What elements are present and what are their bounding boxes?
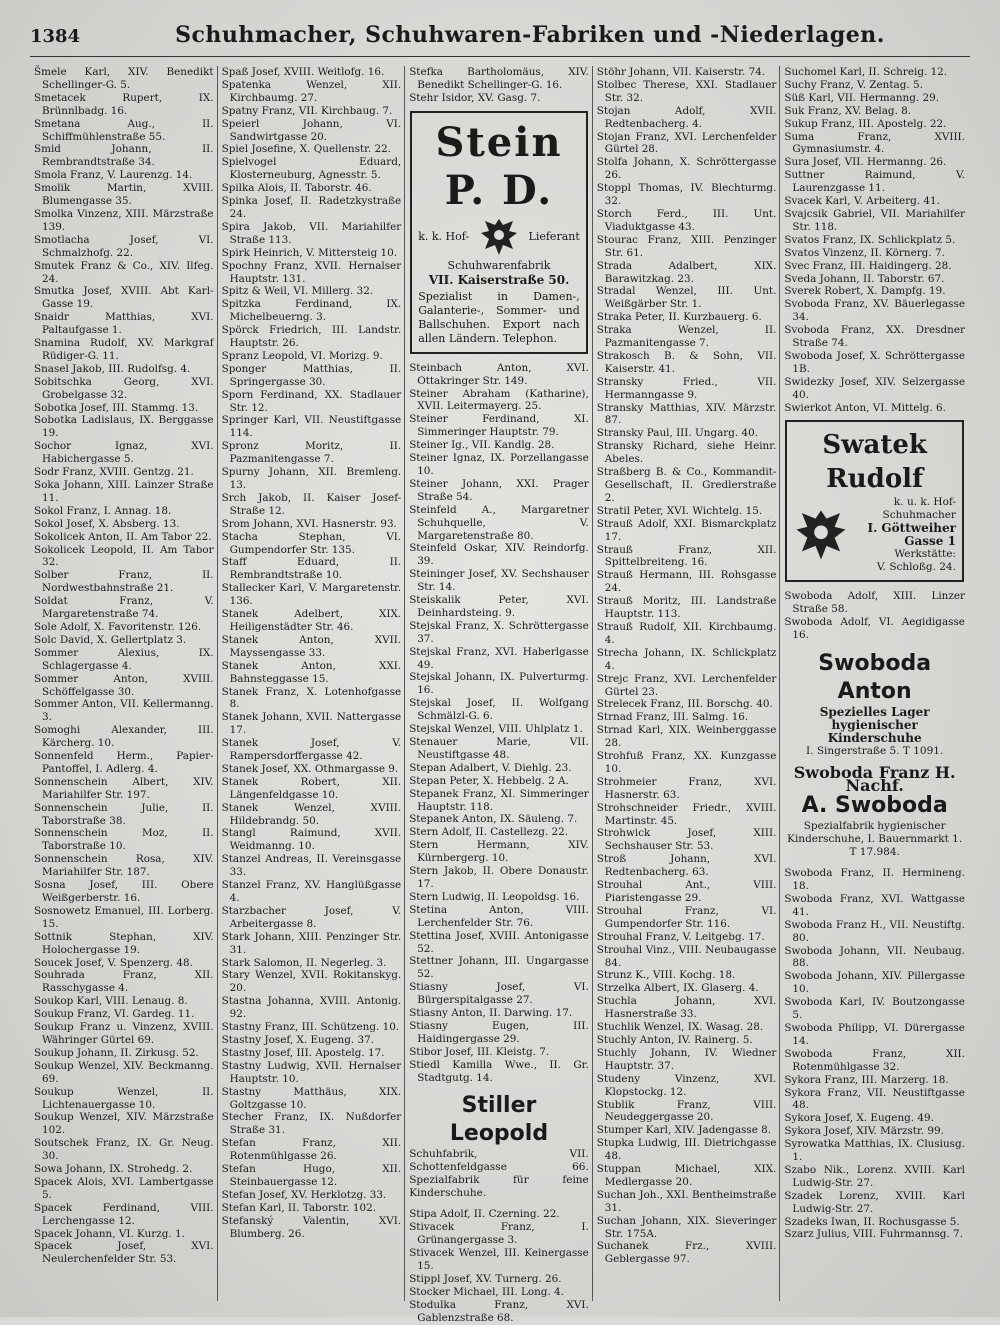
ad-swoboda-anton-sub1: Spezielles Lager — [819, 705, 930, 720]
directory-entry: Sykora Franz, VII. Neustiftgasse 48. — [784, 1086, 965, 1112]
directory-entry: Stiasny Josef, VI. Bürgerspitalgasse 27. — [409, 981, 589, 1007]
directory-entry: Sykora Josef, XIV. Märzstr. 99. — [784, 1125, 944, 1138]
directory-entry: Sommer Alexius, IX. Schlagergasse 4. — [34, 646, 214, 672]
directory-entry: Strelecek Franz, III. Borschg. 40. — [596, 698, 773, 711]
ad-swoboda-franz-name2: A. Swoboda — [801, 793, 948, 819]
directory-entry: Strauß Moritz, III. Landstraße Hauptstr. 113. — [596, 595, 777, 621]
directory-entry: Steininger Josef, XV. Sechshauser Str. 14. — [409, 568, 589, 594]
directory-entry: Spacek Alois, XVI. Lambertgasse 5. — [34, 1175, 214, 1201]
directory-entry: Smutek Franz & Co., XIV. Ilfeg. 24. — [34, 259, 214, 285]
directory-entry: Sukup Franz, III. Apostelg. 22. — [784, 117, 947, 130]
directory-entry: Staff Eduard, II. Rembrandtstraße 10. — [221, 556, 402, 582]
directory-entry: Soukup Franz u. Vinzenz, XVIII. Währinger Gürtel 69. — [34, 1021, 214, 1046]
directory-entry: Stark Johann, XIII. Penzinger Str. 31. — [221, 930, 402, 956]
column-4 — [593, 66, 781, 1301]
ad-stein-right: Lieferant — [528, 229, 580, 243]
directory-entry: Stuchla Johann, XVI. Hasnerstraße 33. — [596, 995, 777, 1021]
directory-entry: Srch Jakob, II. Kaiser Josef-Straße 12. — [221, 491, 402, 517]
ad-swoboda-anton — [784, 650, 965, 758]
directory-entry: Stefka Bartholomäus, XIV. Benedikt Schellinger-G. 16. — [409, 66, 589, 91]
directory-entry: Sobotka Ladislaus, IX. Berggasse 19. — [34, 414, 214, 440]
directory-entry: Speierl Johann, VI. Sandwirtgasse 20. — [221, 117, 402, 143]
directory-entry: Strunz K., VIII. Kochg. 18. — [596, 969, 736, 982]
directory-entry: Stepanek Franz, XI. Simmeringer Hauptstr. 118. — [409, 787, 589, 813]
directory-entry: Spielvogel Eduard, Klosterneuburg, Agnesstr. 5. — [221, 156, 402, 182]
directory-entry: Soldat Franz, V. Margaretenstraße 74. — [34, 595, 214, 621]
directory-entry: Sonnenschein Moz, II. Taborstraße 10. — [34, 827, 214, 853]
running-title: Schuhmacher, Schuhwaren-Fabriken und -Niederlagen. — [175, 22, 885, 48]
directory-entry: Steiner Ig., VII. Kandlg. 28. — [409, 439, 555, 452]
directory-entry: Spinka Josef, II. Radetzkystraße 24. — [221, 195, 402, 220]
page-number: 1384 — [30, 26, 81, 47]
column-1 — [30, 66, 218, 1301]
directory-entry: Stolbec Therese, XXI. Stadlauer Str. 32. — [596, 78, 777, 104]
column-2 — [218, 66, 406, 1301]
directory-entry: Strauß Hermann, III. Rohsgasse 24. — [596, 569, 777, 595]
directory-entry: Sobitschka Georg, XVI. Grobelgasse 32. — [34, 375, 214, 401]
directory-entry: Spatenka Wenzel, XII. Kirchbaumg. 27. — [221, 78, 402, 104]
directory-entry: Suchy Franz, V. Zentag. 5. — [784, 78, 923, 91]
ad-stein-name: Stein P. D. — [435, 118, 563, 214]
ad-swoboda-anton-addr: I. Singerstraße 5. T 1091. — [806, 745, 944, 758]
directory-entry: Sobotka Josef, III. Stammg. 13. — [34, 401, 199, 414]
directory-entry: Svoboda Franz, XV. Bäuerlegasse 34. — [784, 298, 965, 324]
directory-entry: Süß Karl, VII. Hermanng. 29. — [784, 91, 939, 104]
directory-entry: Sykora Franz, III. Marzerg. 18. — [784, 1073, 949, 1086]
directory-entry: Soukup Johann, II. Zirkusg. 52. — [34, 1046, 199, 1059]
directory-entry: Stupka Ludwig, III. Dietrichgasse 48. — [596, 1137, 777, 1163]
directory-entry: Sonnenfeld Herm., Papier-Pantoffel, I. Adlerg. 4. — [34, 750, 214, 775]
column-5-bottom — [784, 867, 965, 1241]
directory-entry: Stransky Paul, III. Ungarg. 40. — [596, 427, 759, 440]
directory-entry: Somoghi Alexander, III. Kärcherg. 10. — [34, 724, 214, 750]
ad-stein-text: Spezialist in Damen-, Galanterie-, Sommer- und Ballschuhen. Export nach allen Ländern. Telephon. — [418, 289, 580, 345]
directory-entry: Strouhal Ant., VIII. Piaristengasse 29. — [596, 879, 777, 904]
directory-entry: Stuppan Michael, XIX. Medlergasse 20. — [596, 1163, 777, 1188]
directory-entry: Stangl Raimund, XVII. Weidmanng. 10. — [221, 827, 402, 853]
ad-swoboda-franz-text: Spezialfabrik hygienischer Kinderschuhe, I. Bauernmarkt 1. T 17.984. — [787, 820, 963, 859]
directory-entry: Soukup Wenzel, XIV. Beckmanng. 69. — [34, 1059, 214, 1085]
directory-entry: Spacek Josef, XVI. Neulerchenfelder Str. 53. — [34, 1240, 214, 1266]
directory-entry: Smutka Josef, XVIII. Abt Karl-Gasse 19. — [34, 285, 214, 311]
directory-entry: Swoboda Adolf, XIII. Linzer Straße 58. — [784, 590, 965, 616]
ad-swatek-line3: Werkstätte: — [894, 548, 956, 561]
directory-entry: Svec Franz, III. Haidingerg. 28. — [784, 259, 952, 272]
directory-entry: Strouhal Franz, VI. Gumpendorfer Str. 116. — [596, 904, 777, 930]
directory-entry: Solc David, X. Gellertplatz 3. — [34, 633, 187, 646]
directory-entry: Stourac Franz, XIII. Penzinger Str. 61. — [596, 233, 777, 259]
directory-entry: Strohmeier Franz, XVI. Hasnerstr. 63. — [596, 775, 777, 801]
directory-entry: Stastna Johanna, XVIII. Antonig. 92. — [221, 995, 402, 1021]
column-3 — [405, 66, 593, 1324]
directory-entry: Swoboda Franz, XII. Rotenmühlgasse 32. — [784, 1047, 965, 1073]
eagle-crest-icon — [793, 505, 849, 565]
directory-entry: Strnad Karl, XIX. Weinberggasse 28. — [596, 724, 777, 750]
directory-entry: Spörck Friedrich, III. Landstr. Hauptstr. 26. — [221, 324, 402, 350]
directory-entry: Steinfeld Oskar, XIV. Reindorfg. 39. — [409, 542, 589, 568]
column-5 — [780, 66, 968, 1301]
directory-entry: Sokolicek Leopold, II. Am Tabor 32. — [34, 543, 214, 569]
directory-entry: Smid Johann, II. Rembrandtstraße 34. — [34, 143, 214, 169]
directory-entry: Sonnenschein Julie, II. Taborstraße 38. — [34, 801, 214, 827]
directory-entry: Steiner Ferdinand, XI. Simmeringer Hauptstr. 79. — [409, 413, 589, 439]
directory-entry: Stublik Franz, VIII. Neudeggergasse 20. — [596, 1098, 777, 1124]
ad-swoboda-franz-name: Swoboda Franz H. Nachf. — [793, 763, 956, 796]
directory-entry: Stodulka Franz, XVI. Gablenzstraße 68. — [409, 1298, 589, 1324]
directory-entry: Stibor Josef, III. Kleistg. 7. — [409, 1045, 550, 1058]
directory-entry: Stolfa Johann, X. Schröttergasse 26. — [596, 156, 777, 182]
ad-stiller-name: Stiller Leopold — [449, 1093, 549, 1147]
directory-entry: Spiel Josefine, X. Quellenstr. 22. — [221, 143, 392, 156]
directory-entry: Straka Peter, II. Kurzbauerg. 6. — [596, 311, 762, 324]
directory-entry: Szabo Nik., Lorenz. XVIII. Karl Ludwig-Str. 27. — [784, 1163, 965, 1189]
directory-entry: Steinfeld A., Margaretner Schuhquelle, V. Margaretenstraße 80. — [409, 503, 589, 542]
directory-entry: Stojan Franz, XVI. Lerchenfelder Gürtel 28. — [596, 130, 777, 156]
directory-entry: Snamina Rudolf, XV. Markgraf Rüdiger-G. 11. — [34, 337, 214, 362]
directory-entry: Strejc Franz, XVI. Lerchenfelder Gürtel 23. — [596, 672, 777, 698]
directory-entry: Sverek Robert, X. Dampfg. 19. — [784, 285, 946, 298]
directory-entry: Smolik Martin, XVIII. Blumengasse 35. — [34, 182, 214, 208]
ad-swatek-line2: I. Göttweiher Gasse 1 — [867, 521, 956, 549]
directory-entry: Srom Johann, XVI. Hasnerstr. 93. — [221, 517, 397, 530]
directory-entry: Stanek Anton, XVII. Mayssengasse 33. — [221, 633, 402, 659]
directory-entry: Stastny Ludwig, XVII. Hernalser Hauptstr. 10. — [221, 1059, 402, 1085]
directory-entry: Stroß Johann, XVI. Redtenbacherg. 63. — [596, 853, 777, 879]
directory-entry: Sochor Ignaz, XVI. Habichergasse 5. — [34, 440, 214, 466]
ad-swatek-line1: k. u. k. Hof-Schuhmacher — [882, 496, 956, 522]
directory-entry: Smetacek Rupert, IX. Brünnlbadg. 16. — [34, 91, 214, 117]
directory-entry: Svatos Franz, IX. Schlickplatz 5. — [784, 233, 956, 246]
directory-entry: Strohfuß Franz, XX. Kunzgasse 10. — [596, 750, 777, 775]
directory-entry: Starzbacher Josef, V. Arbeitergasse 8. — [221, 904, 402, 930]
directory-entry: Strauß Franz, XII. Spittelbreiteng. 16. — [596, 543, 777, 569]
directory-entry: Sowa Johann, IX. Strohedg. 2. — [34, 1163, 193, 1176]
directory-entry: Spochny Franz, XVII. Hernalser Hauptstr. 131. — [221, 259, 402, 285]
column-5-mid — [784, 590, 965, 642]
directory-entry: Stallecker Karl, V. Margaretenstr. 136. — [221, 582, 402, 608]
directory-entry: Stransky Richard, siehe Heinr. Abeles. — [596, 440, 777, 466]
directory-entry: Spaß Josef, XVIII. Weitlofg. 16. — [221, 66, 385, 78]
directory-entry: Soukup Wenzel, XIV. Märzstraße 102. — [34, 1111, 214, 1137]
directory-entry: Strohschneider Friedr., XVIII. Martinstr. 45. — [596, 801, 777, 827]
directory-entry: Stanek Johann, XVII. Nattergasse 17. — [221, 711, 402, 737]
directory-entry: Stipa Adolf, II. Czerning. 22. — [409, 1208, 560, 1221]
directory-entry: Spirk Heinrich, V. Mittersteig 10. — [221, 246, 398, 259]
directory-entry: Sporn Ferdinand, XX. Stadlauer Str. 12. — [221, 388, 402, 414]
directory-entry: Stransky Fried., VII. Hermanngasse 9. — [596, 375, 777, 401]
directory-entry: Stark Salomon, II. Negerleg. 3. — [221, 956, 387, 969]
directory-entry: Stastny Josef, III. Apostelg. 17. — [221, 1046, 385, 1059]
directory-entry: Stuchly Johann, IV. Wiedner Hauptstr. 37. — [596, 1046, 777, 1072]
directory-entry: Stiedl Kamilla Wwe., II. Gr. Stadtgutg. 14. — [409, 1058, 589, 1084]
directory-entry: Soukup Franz, VI. Gardeg. 11. — [34, 1008, 195, 1021]
directory-entry: Storch Ferd., III. Unt. Viaduktgasse 43. — [596, 207, 777, 233]
directory-entry: Snaidr Matthias, XVI. Paltaufgasse 1. — [34, 311, 214, 337]
directory-entry: Snasel Jakob, III. Rudolfsg. 4. — [34, 362, 191, 375]
directory-entry: Smolka Vinzenz, XIII. Märzstraße 139. — [34, 207, 214, 233]
directory-entry: Spacek Ferdinand, VIII. Lerchengasse 12. — [34, 1201, 214, 1227]
directory-entry: Stepan Adalbert, V. Diehlg. 23. — [409, 761, 572, 774]
directory-entry: Svacek Karl, V. Arbeiterg. 41. — [784, 195, 940, 208]
directory-entry: Suchan Joh., XXI. Bentheimstraße 31. — [596, 1188, 777, 1214]
directory-entry: Suchan Johann, XIX. Sieveringer Str. 175A. — [596, 1214, 777, 1240]
ad-stein-line1: Schuhwarenfabrik — [447, 258, 551, 272]
directory-entry: Swierkot Anton, VI. Mittelg. 6. — [784, 401, 946, 414]
page-header — [30, 22, 970, 57]
eagle-crest-icon — [479, 215, 519, 259]
directory-entry: Stippl Josef, XV. Turnerg. 26. — [409, 1273, 562, 1285]
directory-entry: Stettner Johann, III. Ungargasse 52. — [409, 955, 589, 981]
directory-entry: Strada Adalbert, XIX. Barawitzkag. 23. — [596, 259, 777, 285]
directory-entry: Steinbach Anton, XVI. Ottakringer Str. 149. — [409, 361, 589, 387]
directory-entry: Suma Franz, XVIII. Gymnasiumstr. 4. — [784, 130, 965, 156]
directory-entry: Strnad Franz, III. Salmg. 16. — [596, 711, 749, 724]
directory-entry: Spurny Johann, XII. Bremleng. 13. — [221, 466, 402, 491]
directory-entry: Swoboda Johann, VII. Neubaug. 88. — [784, 944, 965, 970]
directory-entry: Smetana Aug., II. Schiffmühlenstraße 55. — [34, 117, 214, 143]
directory-entry: Stejskal Johann, IX. Pulverturmg. 16. — [409, 671, 589, 697]
directory-entry: Soucek Josef, V. Spenzerg. 48. — [34, 956, 193, 969]
directory-entry: Sottnik Stephan, XIV. Holochergasse 19. — [34, 930, 214, 956]
directory-entry: Strohwick Josef, XIII. Sechshauser Str. 53. — [596, 827, 777, 853]
directory-entry: Stefan Hugo, XII. Steinbauergasse 12. — [221, 1163, 402, 1188]
directory-entry: Szarz Julius, VIII. Fuhrmannsg. 7. — [784, 1228, 963, 1241]
directory-entry: Soka Johann, XIII. Lainzer Straße 11. — [34, 479, 214, 504]
ad-swatek-line4: V. Schloßg. 24. — [876, 561, 956, 574]
directory-entry: Stivacek Wenzel, III. Keinergasse 15. — [409, 1247, 589, 1273]
directory-entry: Stenauer Marie, VII. Neustiftgasse 48. — [409, 736, 589, 761]
ad-swoboda-anton-name: Swoboda Anton — [818, 651, 932, 705]
directory-entry: Stojan Adolf, XVII. Redtenbacherg. 4. — [596, 104, 777, 130]
ad-stein — [410, 111, 588, 354]
directory-entry: Szadeks Iwan, II. Rochusgasse 5. — [784, 1215, 960, 1228]
directory-entry: Sole Adolf, X. Favoritenstr. 126. — [34, 620, 202, 633]
directory-entry: Strouhal Franz, V. Leitgebg. 17. — [596, 930, 765, 943]
directory-entry: Soutschek Franz, IX. Gr. Neug. 30. — [34, 1137, 214, 1163]
directory-entry: Straßberg B. & Co., Kommandit-Gesellschaft, II. Gredlerstraße 2. — [596, 466, 777, 504]
directory-entry: Strecha Johann, IX. Schlickplatz 4. — [596, 646, 777, 672]
directory-entry: Swoboda Philipp, VI. Dürergasse 14. — [784, 1021, 965, 1047]
directory-entry: Šmele Karl, XIV. Benedikt Schellinger-G. 5. — [34, 66, 214, 91]
directory-entry: Svoboda Franz, XX. Dresdner Straße 74. — [784, 324, 965, 350]
directory-entry: Stepanek Anton, IX. Säuleng. 7. — [409, 813, 578, 826]
directory-entry: Stanek Wenzel, XVIII. Hildebrandg. 50. — [221, 801, 402, 827]
column-3-top — [409, 66, 589, 105]
ad-stiller-text: Schuhfabrik, VII. Schottenfeldgasse 66. Spezialfabrik für feine Kinderschuhe. — [409, 1148, 589, 1200]
directory-entry: Stehr Isidor, XV. Gasg. 7. — [409, 91, 541, 104]
directory-entry: Stratil Peter, XVI. Wichtelg. 15. — [596, 504, 763, 517]
ad-swoboda-franz — [784, 763, 965, 859]
ad-stiller — [409, 1092, 589, 1200]
directory-entry: Swoboda Franz, II. Hermineng. 18. — [784, 867, 965, 892]
directory-entry: Spronz Moritz, II. Pazmanitengasse 7. — [221, 440, 402, 466]
directory-entry: Smola Franz, V. Laurenzg. 14. — [34, 169, 193, 182]
directory-entry: Stanek Anton, XXI. Bahnsteggasse 15. — [221, 659, 402, 685]
directory-entry: Soukop Karl, VIII. Lenaug. 8. — [34, 995, 188, 1008]
directory-entry: Strauß Rudolf, XII. Kirchbaumg. 4. — [596, 620, 777, 646]
directory-entry: Stejskal Josef, II. Wolfgang Schmälzl-G. 6. — [409, 697, 589, 723]
directory-entry: Stefan Franz, XII. Rotenmühlgasse 26. — [221, 1137, 402, 1163]
directory-entry: Sonnenschein Albert, XIV. Mariahilfer Str. 197. — [34, 775, 214, 801]
directory-entry: Stettina Josef, XVIII. Antonigasse 52. — [409, 929, 589, 955]
directory-entry: Stepan Peter, X. Hebbelg. 2 A. — [409, 774, 569, 787]
directory-entry: Springer Karl, VII. Neustiftgasse 114. — [221, 414, 402, 440]
directory-entry: Studeny Vinzenz, XVI. Klopstockg. 12. — [596, 1072, 777, 1098]
directory-entry: Stejskal Franz, X. Schröttergasse 37. — [409, 619, 589, 645]
directory-entry: Suttner Raimund, V. Laurenzgasse 11. — [784, 169, 965, 195]
directory-entry: Sodr Franz, XVIII. Gentzg. 21. — [34, 466, 194, 479]
directory-entry: Strakosch B. & Sohn, VII. Kaiserstr. 41. — [596, 349, 777, 375]
directory-entry: Stern Jakob, II. Obere Donaustr. 17. — [409, 865, 589, 890]
directory-entry: Spilka Alois, II. Taborstr. 46. — [221, 182, 372, 195]
directory-entry: Stuchly Anton, IV. Rainerg. 5. — [596, 1033, 753, 1046]
directory-entry: Stefan Karl, II. Taborstr. 102. — [221, 1201, 377, 1214]
directory-entry: Swoboda Franz H., VII. Neustiftg. 80. — [784, 918, 965, 944]
directory-entry: Stastny Franz, III. Schützeng. 10. — [221, 1021, 400, 1034]
directory-entry: Szadek Lorenz, XVIII. Karl Ludwig-Str. 27. — [784, 1189, 965, 1215]
directory-entry: Stern Ludwig, II. Leopoldsg. 16. — [409, 890, 580, 903]
directory-entry: Stejskal Wenzel, VIII. Uhlplatz 1. — [409, 723, 583, 736]
directory-entry: Steiner Abraham (Katharine), XVII. Leitermayerg. 25. — [409, 387, 589, 413]
directory-entry: Sponger Matthias, II. Springergasse 30. — [221, 362, 402, 388]
directory-entry: Steiskalik Peter, XVI. Deinhardsteing. 9. — [409, 594, 589, 619]
directory-entry: Sura Josef, VII. Hermanng. 26. — [784, 156, 947, 169]
column-5-top — [784, 66, 965, 414]
directory-entry: Sosnowetz Emanuel, III. Lorberg. 15. — [34, 904, 214, 930]
directory-entry: Sokol Josef, X. Absberg. 13. — [34, 517, 180, 530]
directory-entry: Souhrada Franz, XII. Rasschygasse 4. — [34, 969, 214, 995]
directory-entry: Sosna Josef, III. Obere Weißgerberstr. 16. — [34, 879, 214, 904]
directory-entry: Stöhr Johann, VII. Kaiserstr. 74. — [596, 66, 766, 78]
directory-entry: Sykora Josef, X. Eugeng. 49. — [784, 1112, 934, 1125]
directory-entry: Sokolicek Anton, II. Am Tabor 22. — [34, 530, 212, 543]
directory-entry: Steiner Johann, XXI. Prager Straße 54. — [409, 477, 589, 503]
directory-entry: Syrowatka Matthias, IX. Clusiusg. 1. — [784, 1138, 965, 1164]
directory-entry: Stanek Adelbert, XIX. Heiligenstädter Str. 46. — [221, 608, 402, 633]
directory-entry: Stefan Josef, XV. Herklotzg. 33. — [221, 1188, 387, 1201]
directory-entry: Spitzka Ferdinand, IX. Michelbeuerng. 3. — [221, 298, 402, 324]
directory-entry: Stetina Anton, VIII. Lerchenfelder Str. 76. — [409, 903, 589, 929]
directory-entry: Swoboda Johann, XIV. Pillergasse 10. — [784, 970, 965, 996]
directory-entry: Stecher Franz, IX. Nußdorfer Straße 31. — [221, 1111, 402, 1137]
directory-entry: Soukup Wenzel, II. Lichtenauergasse 10. — [34, 1085, 214, 1111]
directory-entry: Sveda Johann, II. Taborstr. 67. — [784, 272, 945, 285]
ad-swatek — [785, 420, 964, 582]
directory-entry: Suk Franz, XV. Belag. 8. — [784, 104, 912, 117]
directory-entry: Stern Hermann, XIV. Kürnbergerg. 10. — [409, 839, 589, 865]
directory-entry: Strauß Adolf, XXI. Bismarckplatz 17. — [596, 517, 777, 543]
directory-entry: Solber Franz, II. Nordwestbahnstraße 21. — [34, 569, 214, 595]
directory-entry: Suchomel Karl, II. Schreig. 12. — [784, 66, 948, 78]
directory-entry: Swidezky Josef, XIV. Selzergasse 40. — [784, 375, 965, 401]
ad-stein-line2: VII. Kaiserstraße 50. — [428, 272, 570, 287]
directory-entry: Sommer Anton, VII. Kellermanng. 3. — [34, 698, 214, 724]
directory-entry: Stanek Franz, X. Lotenhofgasse 8. — [221, 685, 402, 711]
directory-entry: Stocker Michael, III. Long. 4. — [409, 1285, 564, 1298]
directory-entry: Svajcsik Gabriel, VII. Mariahilfer Str. 118. — [784, 207, 965, 233]
directory-entry: Stiasny Anton, II. Darwing. 17. — [409, 1007, 573, 1020]
directory-entry: Straka Wenzel, II. Pazmanitengasse 7. — [596, 324, 777, 350]
directory-entry: Strzelka Albert, IX. Glaserg. 4. — [596, 982, 759, 995]
directory-entry: Swoboda Adolf, VI. Aegidigasse 16. — [784, 616, 965, 642]
column-3-body — [409, 362, 589, 1085]
directory-entry: Stiasny Eugen, III. Haidingergasse 29. — [409, 1019, 589, 1045]
directory-entry: Stoppl Thomas, IV. Blechturmg. 32. — [596, 182, 777, 208]
directory-entry: Stastny Matthäus, XIX. Goltzgasse 10. — [221, 1085, 402, 1111]
directory-entry: Stefanský Valentin, XVI. Blumberg. 26. — [221, 1214, 402, 1240]
directory-entry: Stastny Josef, X. Eugeng. 37. — [221, 1033, 374, 1046]
directory-entry: Stary Wenzel, XVII. Rokitanskyg. 20. — [221, 969, 402, 995]
directory-entry: Stradal Wenzel, III. Unt. Weißgärber Str. 1. — [596, 285, 777, 311]
directory-entry: Stumper Karl, XIV. Jadengasse 8. — [596, 1124, 772, 1137]
columns — [30, 66, 968, 1324]
directory-entry: Spranz Leopold, VI. Morizg. 9. — [221, 349, 383, 362]
directory-entry: Spatny Franz, VII. Kirchbaug. 7. — [221, 104, 393, 117]
directory-entry: Stanek Robert, XII. Längenfeldgasse 10. — [221, 775, 402, 801]
directory-entry: Steiner Ignaz, IX. Porzellangasse 10. — [409, 452, 589, 477]
directory-entry: Swoboda Franz, XVI. Wattgasse 41. — [784, 892, 965, 918]
ad-swatek-name: Swatek Rudolf — [822, 430, 927, 495]
directory-entry: Sokol Franz, I. Annag. 18. — [34, 504, 172, 517]
directory-entry: Stanek Josef, XX. Othmargasse 9. — [221, 762, 399, 775]
directory-entry: Stejskal Franz, XVI. Haberlgasse 49. — [409, 645, 589, 671]
directory-entry: Smotlacha Josef, VI. Schmalzhofg. 22. — [34, 233, 214, 259]
directory-entry: Svatos Vinzenz, II. Körnerg. 7. — [784, 246, 945, 259]
directory-entry: Spira Jakob, VII. Mariahilfer Straße 113. — [221, 220, 402, 246]
directory-entry: Stanzel Andreas, II. Vereinsgasse 33. — [221, 853, 402, 879]
directory-entry: Spitz & Weil, VI. Millerg. 32. — [221, 285, 374, 298]
ad-stein-left: k. k. Hof- — [418, 229, 470, 243]
directory-entry: Stivacek Franz, I. Grünangergasse 3. — [409, 1221, 589, 1247]
directory-entry: Stanek Josef, V. Rampersdorffergasse 42. — [221, 737, 402, 763]
directory-entry: Sommer Anton, XVIII. Schöffelgasse 30. — [34, 672, 214, 698]
directory-entry: Stern Adolf, II. Castellezg. 22. — [409, 826, 569, 839]
directory-entry: Stanzel Franz, XV. Hanglüßgasse 4. — [221, 879, 402, 904]
directory-entry: Stacha Stephan, VI. Gumpendorfer Str. 135. — [221, 530, 402, 556]
directory-entry: Stransky Matthias, XIV. Märzstr. 87. — [596, 401, 777, 427]
column-3-stipa — [409, 1208, 589, 1324]
directory-entry: Suchanek Frz., XVIII. Geblergasse 97. — [596, 1240, 777, 1266]
directory-entry: Swoboda Josef, X. Schröttergasse 1B. — [784, 349, 965, 375]
directory-entry: Stuchlik Wenzel, IX. Wasag. 28. — [596, 1021, 764, 1034]
directory-entry: Strouhal Vinz., VIII. Neubaugasse 84. — [596, 943, 777, 969]
directory-entry: Spacek Johann, VI. Kurzg. 1. — [34, 1227, 185, 1240]
ad-swoboda-anton-sub2: hygienischer Kinderschuhe — [827, 718, 922, 746]
directory-entry: Swoboda Karl, IV. Boutzongasse 5. — [784, 996, 965, 1022]
directory-entry: Sonnenschein Rosa, XIV. Mariahilfer Str. 187. — [34, 853, 214, 879]
